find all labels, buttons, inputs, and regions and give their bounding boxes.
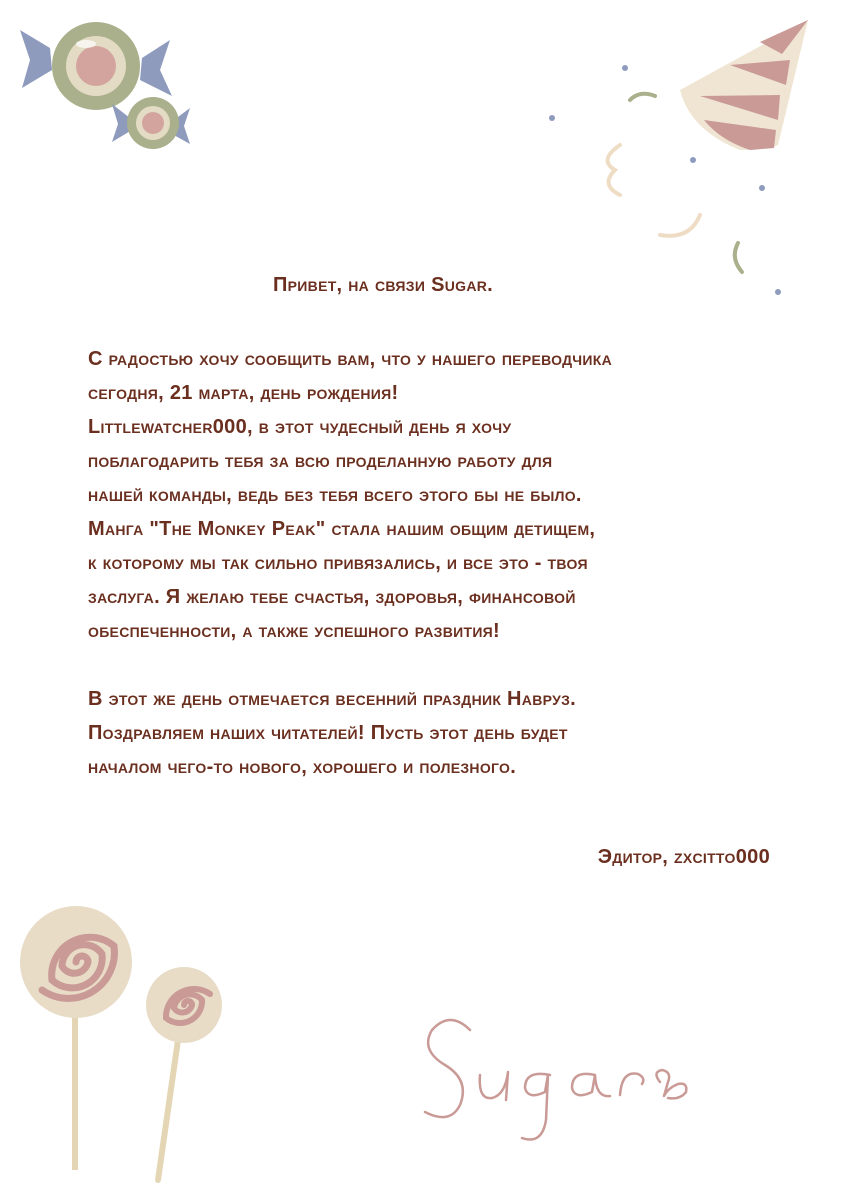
text-line: обеспеченности, а также успешного развития!	[88, 620, 500, 642]
letter-paragraph-2	[88, 682, 768, 784]
text-line: заслуга. Я желаю тебе счастья, здоровья, финансовой	[88, 586, 576, 608]
text-line: началом чего-то нового, хорошего и полезного.	[88, 756, 517, 778]
text-line: нашей команды, ведь без тебя всего этого бы не было.	[88, 484, 582, 506]
letter-paragraph-1	[88, 342, 768, 648]
lollipop-icon	[20, 906, 132, 1170]
text-line: С радостью хочу сообщить вам, что у нашего переводчика	[88, 348, 613, 370]
party-hat-icon	[680, 20, 808, 150]
letter-signature: Эдитор, zxcitto000	[597, 846, 770, 868]
text-line: Littlewatcher000, в этот чудесный день я хочу	[88, 416, 512, 438]
text-line: Манга "The Monkey Peak" стала нашим общим детищем,	[88, 518, 596, 540]
letter-greeting: Привет, на связи Sugar.	[272, 274, 493, 296]
candy-icon	[112, 97, 190, 149]
candy-icon	[20, 22, 172, 110]
sugar-logo	[410, 1000, 750, 1150]
text-line: В этот же день отмечается весенний праздник Навруз.	[88, 688, 577, 710]
text-line: поблагодарить тебя за всю проделанную работу для	[88, 450, 553, 472]
text-line: сегодня, 21 марта, день рождения!	[88, 382, 399, 404]
letter-body	[88, 268, 768, 784]
text-line: к которому мы так сильно привязались, и все это - твоя	[88, 552, 588, 574]
text-line: Поздравляем наших читателей! Пусть этот день будет	[88, 722, 568, 744]
lollipop-icon	[146, 967, 222, 1180]
